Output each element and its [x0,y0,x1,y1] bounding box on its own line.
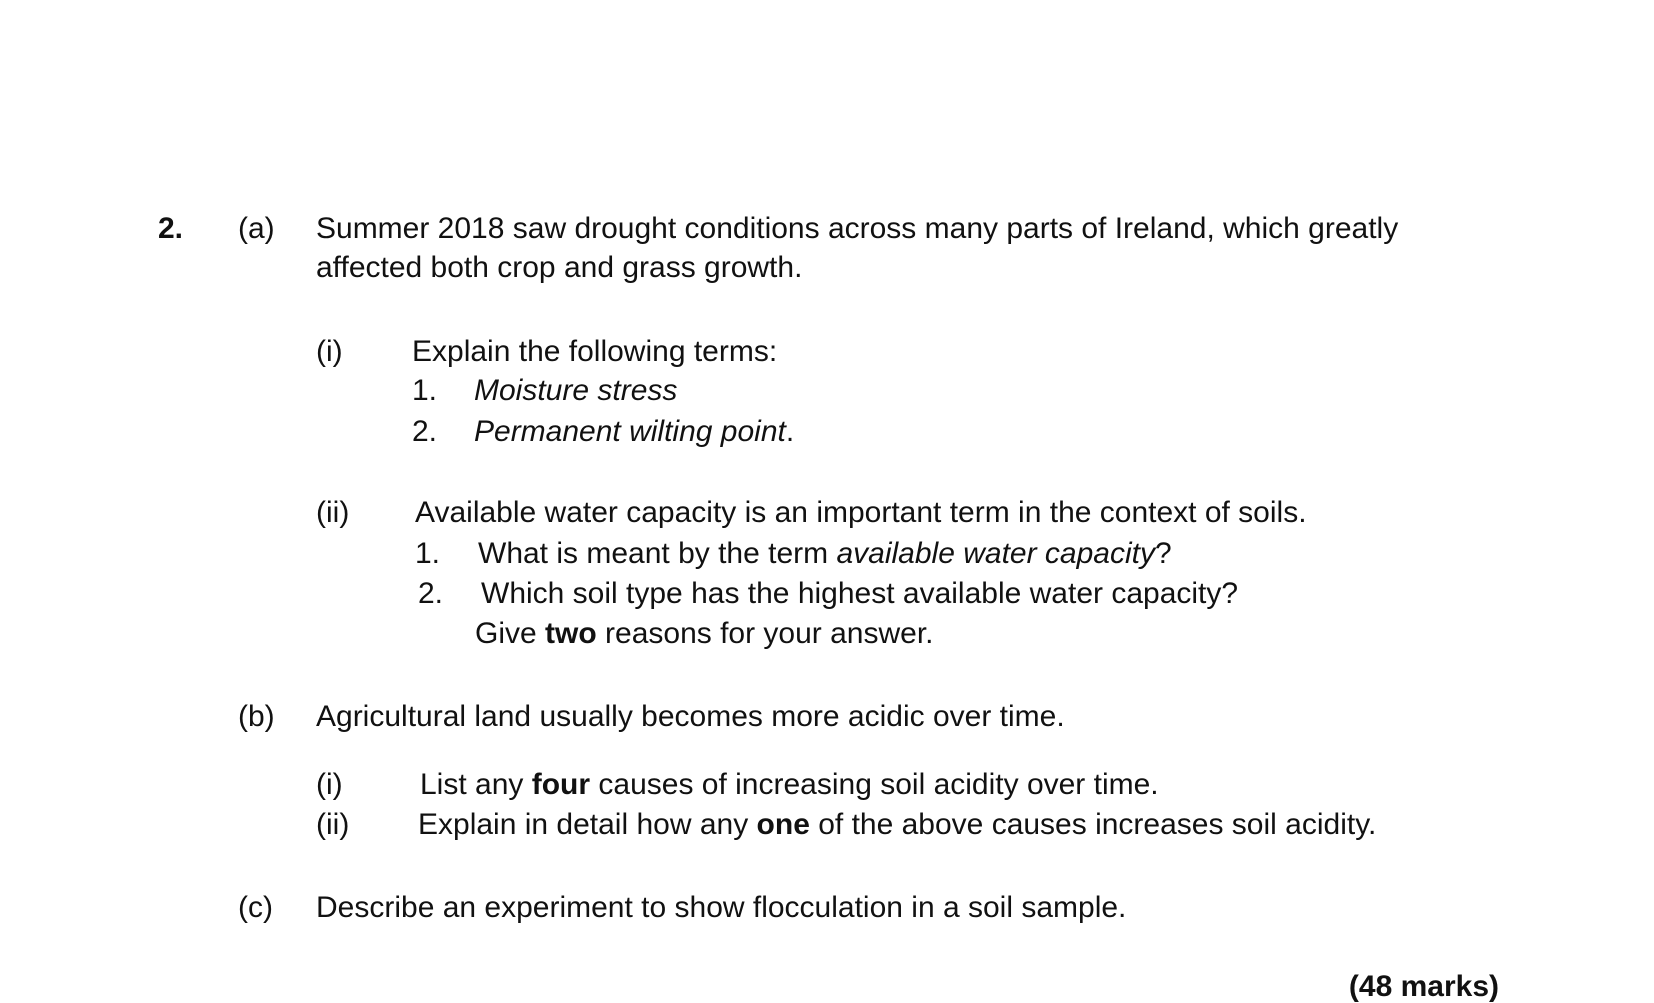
part-b-i-pre: List any [420,768,532,801]
part-a-ii-text: Available water capacity is an important term in the context of soils. [415,496,1307,529]
part-a-i-item1-number: 1. [412,374,438,407]
part-b-i-post: causes of increasing soil acidity over time. [590,768,1159,801]
question-number: 2. [158,212,184,245]
part-a-i-item1-term: Moisture stress [474,374,678,407]
part-b-ii-pre: Explain in detail how any [418,808,757,841]
part-a-ii-item2-line2 [475,619,934,649]
part-a-ii-item1-pre: What is meant by the term [478,537,837,570]
part-b-i-bold: four [531,768,591,801]
part-a-label: (a) [238,212,275,245]
part-b-text: Agricultural land usually becomes more acidic over time. [316,700,1065,733]
part-a-ii-item1-post: ? [1154,537,1172,570]
part-a-i-item2-term: Permanent wilting point [474,415,786,448]
part-c-text: Describe an experiment to show flocculation in a soil sample. [316,891,1127,924]
part-b-ii-bold: one [756,808,810,841]
part-a-ii-item2-line2-post: reasons for your answer. [596,617,934,650]
part-a-i-label: (i) [316,335,343,368]
part-b-i-label: (i) [316,768,343,801]
part-c-label: (c) [238,891,273,924]
part-a-text-line2: affected both crop and grass growth. [316,251,803,284]
part-b-ii-label: (ii) [316,808,350,841]
part-a-i-item2-trail: . [785,415,795,448]
part-a-ii-item2-number: 2. [418,577,444,610]
part-a-ii-item2-line2-bold: two [545,617,597,650]
part-b-i-text [420,770,1159,800]
part-b-label: (b) [238,700,275,733]
part-a-text-line1: Summer 2018 saw drought conditions across many parts of Ireland, which greatly [316,212,1399,245]
part-a-i-item2 [474,417,794,447]
part-a-i-item2-number: 2. [412,415,438,448]
part-a-ii-label: (ii) [316,496,350,529]
part-a-ii-item2-line2-pre: Give [475,617,546,650]
part-a-ii-item1-number: 1. [415,537,441,570]
part-a-i-text: Explain the following terms: [412,335,778,368]
part-b-ii-post: of the above causes increases soil acidity. [809,808,1377,841]
marks-total: (48 marks) [1348,970,1499,1003]
part-a-ii-item1-term: available water capacity [836,537,1155,570]
part-a-ii-item1-text [478,539,1172,569]
part-a-ii-item2-text: Which soil type has the highest available water capacity? [481,577,1239,610]
part-b-ii-text [418,810,1376,840]
